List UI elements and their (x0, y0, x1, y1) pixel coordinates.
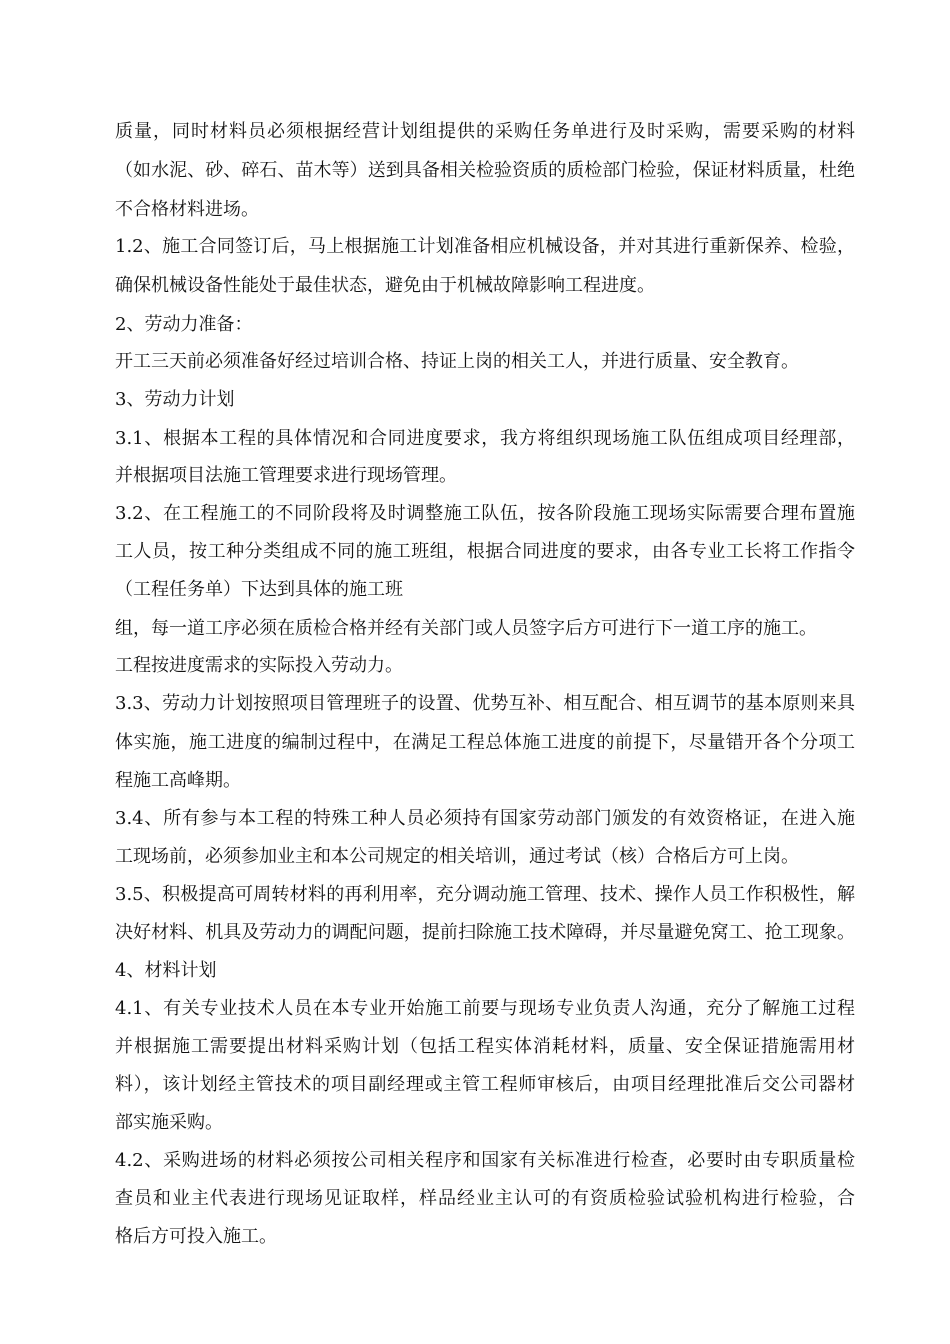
text-line: 工程按进度需求的实际投入劳动力。 (115, 655, 403, 676)
text-line: 3.1、根据本工程的具体情况和合同进度要求，我方将组织现场施工队伍组成项目经理部， (115, 428, 855, 449)
text-line: 3.4、所有参与本工程的特殊工种人员必须持有国家劳动部门颁发的有效资格证，在进入施 (115, 808, 855, 829)
text-line: 查员和业主代表进行现场见证取样，样品经业主认可的有资质检验试验机构进行检验，合 (115, 1188, 855, 1209)
section-heading: 4、材料计划 (115, 960, 217, 981)
text-line: 组，每一道工序必须在质检合格并经有关部门或人员签字后方可进行下一道工序的施工。 (115, 618, 817, 639)
text-line: （工程任务单）下达到具体的施工班 (115, 579, 403, 600)
text-line: 工现场前，必须参加业主和本公司规定的相关培训，通过考试（核）合格后方可上岗。 (115, 846, 799, 867)
text-line: 程施工高峰期。 (115, 770, 241, 791)
section-heading: 3、劳动力计划 (115, 389, 235, 410)
text-line: 质量，同时材料员必须根据经营计划组提供的采购任务单进行及时采购，需要采购的材料 (115, 121, 855, 142)
text-line: 4.1、有关专业技术人员在本专业开始施工前要与现场专业负责人沟通，充分了解施工过程 (115, 998, 855, 1019)
text-line: 3.2、在工程施工的不同阶段将及时调整施工队伍，按各阶段施工现场实际需要合理布置施 (115, 503, 855, 524)
text-line: 格后方可投入施工。 (115, 1226, 277, 1247)
text-line: 3.3、劳动力计划按照项目管理班子的设置、优势互补、相互配合、相互调节的基本原则来具 (115, 693, 855, 714)
text-line: 确保机械设备性能处于最佳状态，避免由于机械故障影响工程进度。 (115, 275, 655, 296)
text-line: 料），该计划经主管技术的项目副经理或主管工程师审核后，由项目经理批准后交公司器材 (115, 1074, 855, 1095)
text-line: 开工三天前必须准备好经过培训合格、持证上岗的相关工人，并进行质量、安全教育。 (115, 351, 799, 372)
text-line: 并根据项目法施工管理要求进行现场管理。 (115, 465, 457, 486)
text-line: （如水泥、砂、碎石、苗木等）送到具备相关检验资质的质检部门检验，保证材料质量，杜绝 (115, 160, 855, 181)
section-heading: 2、劳动力准备： (115, 314, 253, 335)
text-line: 部实施采购。 (115, 1112, 223, 1133)
text-line: 1.2、施工合同签订后，马上根据施工计划准备相应机械设备，并对其进行重新保养、检验， (115, 236, 855, 257)
text-line: 并根据施工需要提出材料采购计划（包括工程实体消耗材料，质量、安全保证措施需用材 (115, 1036, 855, 1057)
text-line: 体实施，施工进度的编制过程中，在满足工程总体施工进度的前提下，尽量错开各个分项工 (115, 732, 855, 753)
text-line: 不合格材料进场。 (115, 199, 259, 220)
text-line: 决好材料、机具及劳动力的调配问题，提前扫除施工技术障碍，并尽量避免窝工、抢工现象。 (115, 922, 855, 943)
text-line: 工人员，按工种分类组成不同的施工班组，根据合同进度的要求，由各专业工长将工作指令 (115, 541, 855, 562)
text-line: 3.5、积极提高可周转材料的再利用率，充分调动施工管理、技术、操作人员工作积极性，解 (115, 884, 855, 905)
text-line: 4.2、采购进场的材料必须按公司相关程序和国家有关标准进行检查，必要时由专职质量检 (115, 1150, 855, 1171)
